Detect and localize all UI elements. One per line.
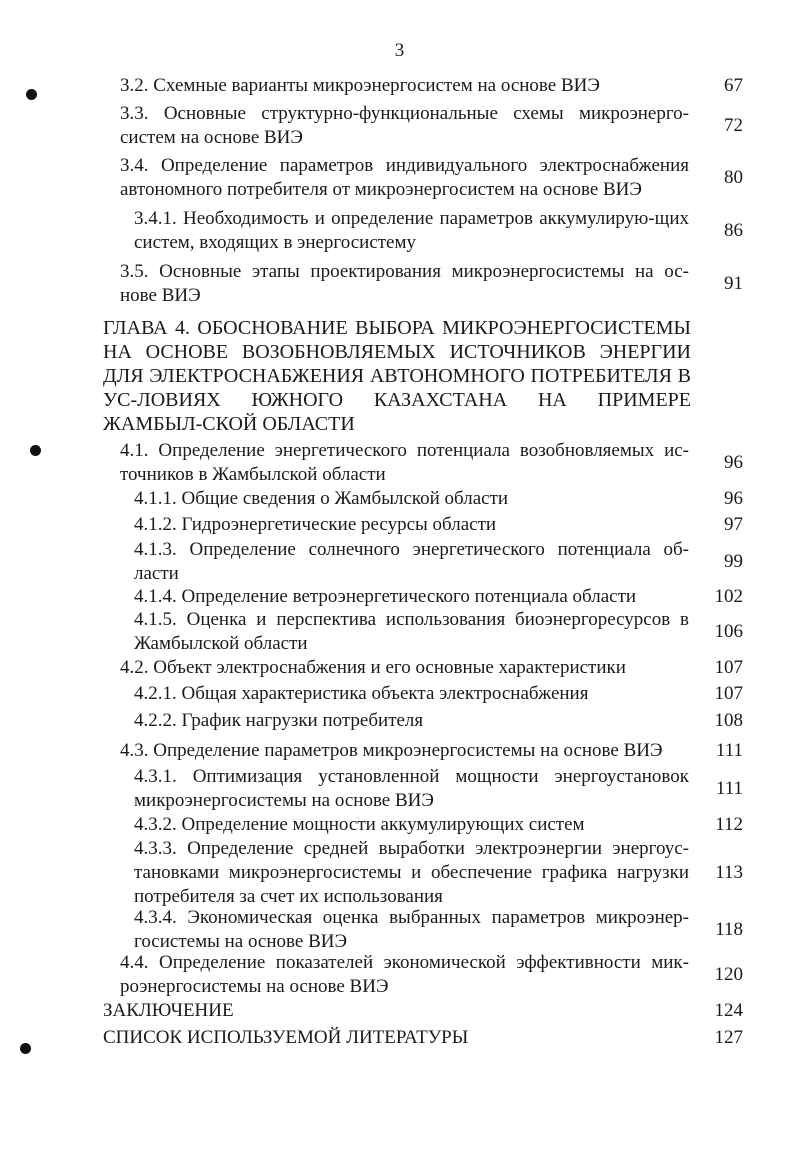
toc-entry[interactable]	[103, 1025, 743, 1051]
toc-entry-title: 4.2.1. Общая характеристика объекта электроснабжения	[134, 683, 589, 704]
toc-entry-page: 86	[724, 220, 743, 241]
toc-entry[interactable]	[134, 681, 743, 707]
toc-entry[interactable]	[120, 100, 743, 152]
toc-entry[interactable]	[134, 486, 743, 512]
toc-entry-page: 111	[715, 740, 743, 761]
toc-entry[interactable]	[120, 738, 743, 764]
toc-entry-title: 3.5. Основные этапы проектирования микроэнергосистемы на ос-нове ВИЭ	[120, 261, 689, 306]
toc-entry-page: 97	[724, 514, 743, 535]
toc-entry-page: 67	[724, 75, 743, 96]
toc-entry[interactable]	[120, 951, 743, 999]
toc-entry[interactable]	[120, 258, 743, 310]
punch-hole-middle	[30, 445, 41, 456]
toc-entry[interactable]	[134, 584, 743, 610]
toc-entry-title: ЗАКЛЮЧЕНИЕ	[103, 1000, 234, 1021]
toc-entry[interactable]	[134, 512, 743, 538]
toc-entry[interactable]	[134, 837, 743, 909]
toc-entry[interactable]	[120, 72, 743, 100]
toc-entry-page: 127	[714, 1027, 743, 1048]
toc-entry-title: 4.2.2. График нагрузки потребителя	[134, 710, 424, 731]
toc-entry[interactable]	[134, 906, 743, 954]
toc-entry-title: 4.4. Определение показателей экономической эффективности мик-роэнергосистемы на основе ВИЭ	[120, 952, 689, 997]
toc-entry-title: 4.3.1. Оптимизация установленной мощности энергоустановок микроэнергосистемы на основе ВИЭ	[134, 766, 689, 811]
toc-entry-title: 4.2. Объект электроснабжения и его основные характеристики	[120, 657, 626, 678]
toc-entry[interactable]	[120, 655, 743, 681]
toc-entry-page: 99	[724, 551, 743, 572]
toc-entry-page: 107	[714, 683, 743, 704]
toc-entry-page: 80	[724, 167, 743, 188]
toc-entry-title: 4.3. Определение параметров микроэнергосистемы на основе ВИЭ	[120, 740, 663, 761]
toc-entry[interactable]	[103, 998, 743, 1024]
toc-entry[interactable]	[120, 437, 743, 489]
toc-entry-title: СПИСОК ИСПОЛЬЗУЕМОЙ ЛИТЕРАТУРЫ	[103, 1027, 469, 1048]
chapter-4-heading[interactable]: ГЛАВА 4. ОБОСНОВАНИЕ ВЫБОРА МИКРОЭНЕРГОСИСТЕМЫ НА ОСНОВЕ ВОЗОБНОВЛЯЕМЫХ ИСТОЧНИКОВ ЭНЕРГИИ ДЛЯ ЭЛЕКТРОСНАБЖЕНИЯ АВТОНОМНОГО ПОТРЕБИТЕЛЯ В УС-ЛОВИЯХ ЮЖНОГО КАЗАХСТАНА НА ПРИМЕРЕ ЖАМБЫЛ-СКОЙ ОБЛАСТИ	[103, 317, 691, 435]
toc-entry-page: 107	[714, 657, 743, 678]
toc-entry-title: 3.4. Определение параметров индивидуального электроснабжения автономного потребителя от микроэнергосистем на основе ВИЭ	[120, 155, 689, 200]
punch-hole-top	[26, 89, 37, 100]
toc-entry[interactable]	[134, 608, 743, 656]
toc-entry-title: 4.3.4. Экономическая оценка выбранных параметров микроэнер-госистемы на основе ВИЭ	[134, 907, 689, 952]
toc-entry-page: 118	[715, 919, 743, 940]
toc-entry-page: 91	[724, 273, 743, 294]
toc-entry-page: 102	[714, 586, 743, 607]
toc-entry-page: 96	[724, 452, 743, 473]
toc-entry[interactable]	[134, 708, 743, 734]
toc-entry-page: 120	[714, 964, 743, 985]
punch-hole-bottom	[20, 1043, 31, 1054]
toc-entry-title: 4.1. Определение энергетического потенциала возобновляемых ис-точников в Жамбылской области	[120, 440, 689, 485]
toc-entry-title: 3.3. Основные структурно-функциональные схемы микроэнерго-систем на основе ВИЭ	[120, 103, 689, 148]
toc-entry-page: 124	[714, 1000, 743, 1021]
toc-entry-title: 3.4.1. Необходимость и определение параметров аккумулирую-щих систем, входящих в энергосистему	[134, 208, 689, 253]
toc-entry-title: 4.1.2. Гидроэнергетические ресурсы области	[134, 514, 497, 535]
toc-entry-title: 4.1.5. Оценка и перспектива использования биоэнергоресурсов в Жамбылской области	[134, 609, 689, 654]
toc-entry-page: 72	[724, 115, 743, 136]
toc-entry-title: 3.2. Схемные варианты микроэнергосистем на основе ВИЭ	[120, 75, 600, 96]
toc-entry-title: 4.1.3. Определение солнечного энергетического потенциала об-ласти	[134, 539, 689, 584]
toc-entry[interactable]	[134, 538, 743, 586]
toc-entry[interactable]	[134, 765, 743, 813]
toc-entry[interactable]	[120, 152, 743, 204]
toc-entry-page: 106	[714, 621, 743, 642]
toc-entry-title: 4.3.3. Определение средней выработки электроэнергии энергоус-тановками микроэнергосистемы и обеспечение графика нагрузки потребителя за счет их использования	[134, 838, 689, 907]
toc-entry-page: 96	[724, 488, 743, 509]
toc-entry-title: 4.3.2. Определение мощности аккумулирующих систем	[134, 814, 585, 835]
toc-entry-page: 113	[715, 862, 743, 883]
toc-entry[interactable]	[134, 812, 743, 838]
toc-entry[interactable]	[134, 205, 743, 257]
toc-entry-page: 108	[714, 710, 743, 731]
toc-entry-page: 112	[715, 814, 743, 835]
toc-entry-page: 111	[715, 778, 743, 799]
toc-entry-title: 4.1.1. Общие сведения о Жамбылской области	[134, 488, 509, 509]
toc-entry-title: 4.1.4. Определение ветроэнергетического потенциала области	[134, 586, 637, 607]
page-number: 3	[394, 40, 405, 61]
